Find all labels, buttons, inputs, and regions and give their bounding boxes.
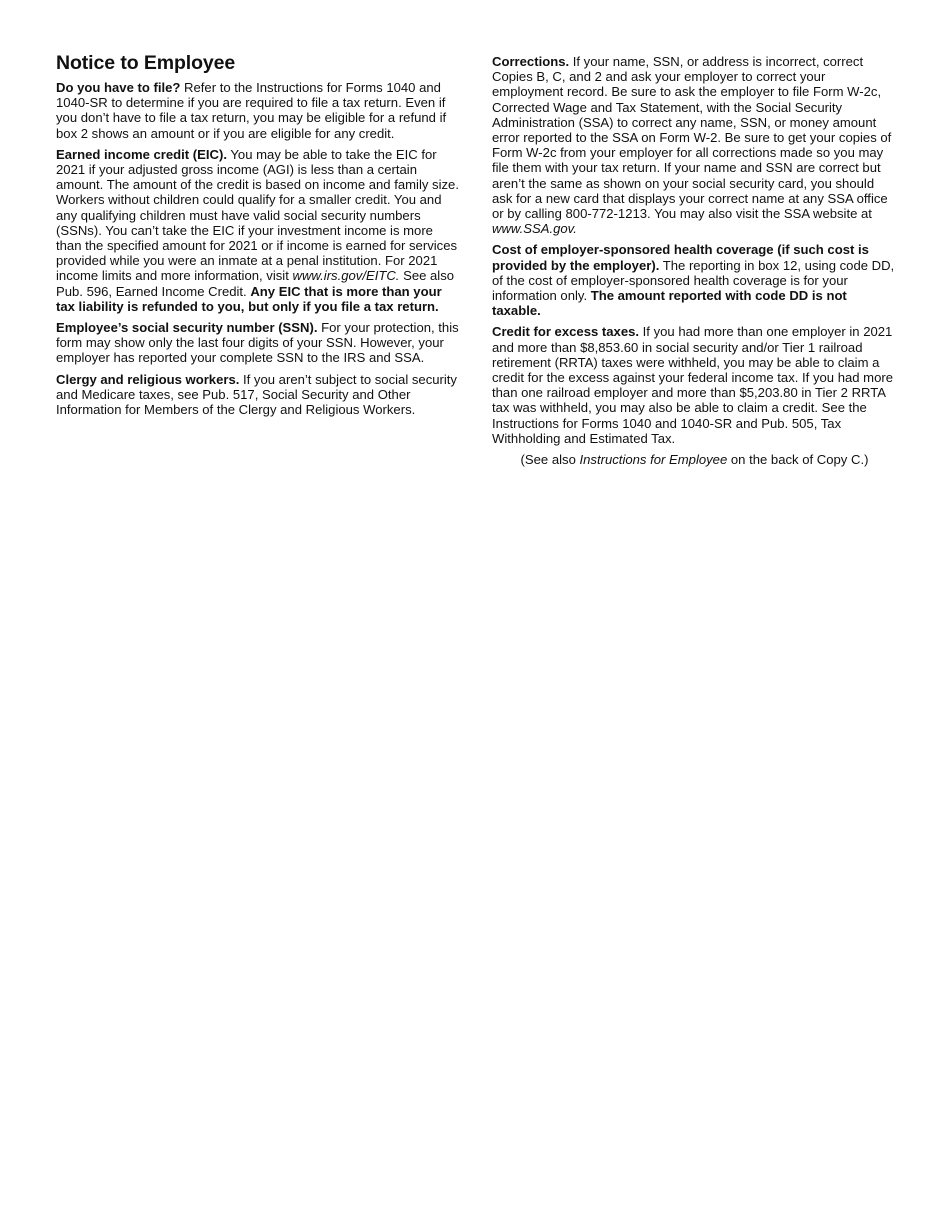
section-clergy-title: Clergy and religious workers. xyxy=(56,371,240,387)
section-eic-title: Earned income credit (EIC). xyxy=(56,146,227,162)
section-clergy xyxy=(56,372,460,418)
section-ssn-title: Employee’s social security number (SSN). xyxy=(56,320,318,336)
see-also-prefix: (See also xyxy=(520,452,580,468)
see-also-suffix: on the back of Copy C.) xyxy=(727,452,869,468)
section-corrections-title: Corrections. xyxy=(492,54,570,69)
section-eic-bold-note: Any EIC that is more than your tax liability is refunded to you, but only if you file a tax return. xyxy=(56,283,442,314)
section-excess-taxes xyxy=(492,324,897,446)
left-column xyxy=(56,52,460,423)
section-excess-title: Credit for excess taxes. xyxy=(492,324,640,340)
section-ssn xyxy=(56,320,460,366)
section-eic xyxy=(56,147,460,314)
section-health-bold-note: The amount reported with code DD is not taxable. xyxy=(492,288,847,319)
right-column xyxy=(492,54,897,473)
section-excess-text: If you had more than one employer in 2021 and more than $8,853.60 in social security and/or Tier 1 railroad retirement (RRTA) taxes were withheld, you may be able to claim a credit for the excess against your federal income tax. If you had more than one railroad employer and more than $5,203.80 in Tier 2 RRTA tax was withheld, you may also be able to claim a credit. See the Instructions for Forms 1040 and 1040-SR and Pub. 505, Tax Withholding and Estimated Tax. xyxy=(492,324,894,446)
ssa-link[interactable]: www.SSA.gov. xyxy=(492,221,577,237)
see-also-note xyxy=(492,452,897,467)
section-ssn-text: For your protection, this form may show only the last four digits of your SSN. However, your employer has reported your complete SSN to the IRS and SSA. xyxy=(56,320,459,366)
section-health-title: Cost of employer-sponsored health coverage (if such cost is provided by the employer). xyxy=(492,242,869,273)
section-clergy-text: If you aren’t subject to social security and Medicare taxes, see Pub. 517, Social Security and Other Information for Members of the Clergy and Religious Workers. xyxy=(56,371,457,418)
section-health-text: The reporting in box 12, using code DD, of the cost of employer-sponsored health coverage is for your information only. xyxy=(492,257,895,304)
section-file xyxy=(56,80,460,141)
section-corrections-text: If your name, SSN, or address is incorrect, correct Copies B, C, and 2 and ask your employer to correct your employment record. Be sure to ask the employer to file Form W-2c, Corrected Wage and Tax Statement, with the Social Security Administration (SSA) to correct any name, SSN, or money amount error reported to the SSA on Form W-2. Be sure to get your copies of Form W-2c from your employer for all corrections made so you may file them with your tax return. If your name and SSN are correct but aren’t the same as shown on your social security card, you should ask for a new card that displays your correct name at any SSA office or by calling 800-772-1213. You may also visit the SSA website at xyxy=(492,54,892,222)
section-eic-text: You may be able to take the EIC for 2021 if your adjusted gross income (AGI) is less than a certain amount. The amount of the credit is based on income and family size. Workers without children could qualify for a smaller credit. You and any qualifying children must have valid social security numbers (SSNs). You can’t take the EIC if your investment income is more than the specified amount for 2021 or if income is earned for services provided while you were an inmate at a penal institution. For 2021 income limits and more information, visit xyxy=(56,146,459,284)
eitc-link[interactable]: www.irs.gov/EITC. xyxy=(292,268,400,284)
section-file-text: Refer to the Instructions for Forms 1040 and 1040-SR to determine if you are required to file a tax return. Even if you don’t have to file a tax return, you may be eligible for a refund if box 2 shows an amount or if you are eligible for any credit. xyxy=(56,80,447,141)
section-health-coverage xyxy=(492,242,897,318)
section-corrections xyxy=(492,54,897,236)
see-also-italic: Instructions for Employee xyxy=(579,452,728,468)
section-eic-text-2: See also Pub. 596, Earned Income Credit. xyxy=(56,268,455,299)
section-file-title: Do you have to file? xyxy=(56,80,181,95)
page-title: Notice to Employee xyxy=(56,52,236,74)
